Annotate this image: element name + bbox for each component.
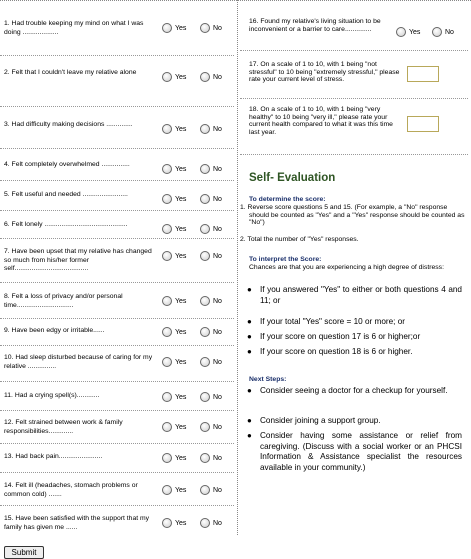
q8-no-radio[interactable] [200,296,210,306]
q10-yes-label: Yes [175,358,187,366]
q1-yes-label: Yes [175,24,187,32]
q5-no-radio[interactable] [200,194,210,204]
q5-no-option[interactable] [200,194,222,204]
q2-yes-option[interactable] [162,72,186,82]
q7-yes-radio[interactable] [162,251,172,261]
q6-yes-option[interactable] [162,224,186,234]
q4-yes-option[interactable] [162,164,186,174]
submit-button[interactable]: Submit [4,546,44,559]
question-9-text: 9. Have been edgy or irritable...... [4,327,105,334]
q1-no-radio[interactable] [200,23,210,33]
q6-yes-radio[interactable] [162,224,172,234]
q13-no-label: No [213,454,222,462]
q10-no-label: No [213,358,222,366]
q2-yes-radio[interactable] [162,72,172,82]
q11-no-radio[interactable] [200,392,210,402]
q13-yes-radio[interactable] [162,453,172,463]
q10-yes-option[interactable] [162,357,186,367]
separator [0,345,234,346]
q4-yes-label: Yes [175,165,187,173]
q2-no-option[interactable] [200,72,222,82]
q1-yes-option[interactable] [162,23,186,33]
q11-yes-option[interactable] [162,392,186,402]
q11-no-label: No [213,393,222,401]
top-divider [0,0,471,1]
q5-yes-option[interactable] [162,194,186,204]
q12-no-radio[interactable] [200,422,210,432]
question-11-text: 11. Had a crying spell(s)............ [4,392,100,399]
separator [0,238,234,239]
q15-yes-label: Yes [175,519,187,527]
question-13-text: 13. Had back pain....................... [4,453,103,460]
next-step-text: Consider having some assistance or relief from caregiving. (Discuss with a social worker or an PHCSI Information & Assistance specialist the resources available in your community.) [260,431,462,472]
bullet-icon: ● [247,347,252,356]
separator [240,98,468,99]
interpret-bullet-text: If your score on question 17 is 6 or higher;or [260,332,421,341]
bullet-icon: ● [247,386,252,395]
interpret-bullet-text: If you answered "Yes" to either or both questions 4 and 11; or [260,285,462,305]
q3-no-option[interactable] [200,124,222,134]
q9-yes-label: Yes [175,328,187,336]
q8-no-label: No [213,297,222,305]
separator [0,106,234,107]
q9-no-radio[interactable] [200,327,210,337]
column-divider [237,0,238,535]
q17-score-input[interactable] [407,66,439,82]
bullet-icon: ● [247,416,252,425]
q15-yes-radio[interactable] [162,518,172,528]
q14-no-option[interactable] [200,485,222,495]
separator [0,472,234,473]
separator [0,410,234,411]
q10-yes-radio[interactable] [162,357,172,367]
q6-yes-label: Yes [175,225,187,233]
q10-no-option[interactable] [200,357,222,367]
q16-no-label: No [445,28,454,36]
q9-no-option[interactable] [200,327,222,337]
q7-yes-option[interactable] [162,251,186,261]
q3-yes-option[interactable] [162,124,186,134]
q5-no-label: No [213,195,222,203]
q5-yes-label: Yes [175,195,187,203]
q9-yes-option[interactable] [162,327,186,337]
q9-no-label: No [213,328,222,336]
question-10-text: 10. Had sleep disturbed because of caring for my relative ............... [4,354,153,370]
interpret-text: Chances are that you are experiencing a high degree of distress: [249,264,444,271]
q6-no-label: No [213,225,222,233]
q2-yes-label: Yes [175,73,187,81]
determine-step-1: 1. Reverse score questions 5 and 15. (For example, a "No" response should be counted as "Yes" and a "Yes" response should be counted as "No") [240,204,465,227]
interpret-score-heading: To interpret the Score: [249,256,322,263]
q7-yes-label: Yes [175,252,187,260]
separator [0,318,234,319]
separator [240,50,468,51]
q6-no-radio[interactable] [200,224,210,234]
separator [0,443,234,444]
separator [0,180,234,181]
next-steps-heading: Next Steps: [249,376,287,383]
q1-no-label: No [213,24,222,32]
q12-no-option[interactable] [200,422,222,432]
question-16-text: 16. Found my relative's living situation to be inconvenient or a barrier to care.............. [249,18,381,33]
q18-score-input[interactable] [407,116,439,132]
q7-no-option[interactable] [200,251,222,261]
separator [0,381,234,382]
bullet-icon: ● [247,285,252,294]
q16-no-option[interactable] [432,27,454,37]
q5-yes-radio[interactable] [162,194,172,204]
question-6-text: 6. Felt lonely ............................................ [4,221,128,228]
q11-no-option[interactable] [200,392,222,402]
determine-step-2: 2. Total the number of "Yes" responses. [240,236,359,243]
question-15-text: 15. Have been satisfied with the support that my family has given me ...... [4,515,150,531]
q16-no-radio[interactable] [432,27,442,37]
q16-yes-option[interactable] [396,27,420,37]
question-17-text: 17. On a scale of 1 to 10, with 1 being "not stressful" to 10 being "extremely stressful," please rate your current level of stress. [249,61,400,84]
question-2-text: 2. Felt that I couldn't leave my relative alone [4,69,137,76]
q12-yes-radio[interactable] [162,422,172,432]
q14-no-radio[interactable] [200,485,210,495]
q7-no-label: No [213,252,222,260]
q12-yes-label: Yes [175,423,187,431]
q16-yes-radio[interactable] [396,27,406,37]
q12-no-label: No [213,423,222,431]
interpret-bullet-text: If your score on question 18 is 6 or higher. [260,347,413,356]
interpret-bullet-text: If your total "Yes" score = 10 or more; or [260,317,405,326]
self-evaluation-title: Self- Evaluation [249,172,336,184]
q14-yes-option[interactable] [162,485,186,495]
separator [0,282,234,283]
q15-no-radio[interactable] [200,518,210,528]
q14-no-label: No [213,486,222,494]
q8-no-option[interactable] [200,296,222,306]
q4-no-option[interactable] [200,164,222,174]
q2-no-radio[interactable] [200,72,210,82]
q13-yes-option[interactable] [162,453,186,463]
q1-yes-radio[interactable] [162,23,172,33]
q4-yes-radio[interactable] [162,164,172,174]
q8-yes-option[interactable] [162,296,186,306]
q13-no-radio[interactable] [200,453,210,463]
question-12-text: 12. Felt strained between work & family responsibilities............. [4,419,123,435]
q14-yes-label: Yes [175,486,187,494]
q10-no-radio[interactable] [200,357,210,367]
q13-no-option[interactable] [200,453,222,463]
bullet-icon: ● [247,332,252,341]
q15-no-option[interactable] [200,518,222,528]
q7-no-radio[interactable] [200,251,210,261]
separator [240,154,468,155]
q14-yes-radio[interactable] [162,485,172,495]
q3-no-label: No [213,125,222,133]
q2-no-label: No [213,73,222,81]
question-4-text: 4. Felt completely overwhelmed ............... [4,161,130,168]
q8-yes-label: Yes [175,297,187,305]
q1-no-option[interactable] [200,23,222,33]
next-step-text: Consider joining a support group. [260,416,381,425]
separator [0,148,234,149]
separator [0,505,234,506]
q16-yes-label: Yes [409,28,421,36]
question-3-text: 3. Had difficulty making decisions .............. [4,121,133,128]
determine-score-heading: To determine the score: [249,196,326,203]
bullet-icon: ● [247,431,252,440]
q3-yes-label: Yes [175,125,187,133]
q12-yes-option[interactable] [162,422,186,432]
q4-no-label: No [213,165,222,173]
separator [0,55,234,56]
q11-yes-radio[interactable] [162,392,172,402]
question-1-text: 1. Had trouble keeping my mind on what I was doing ................... [4,20,144,36]
question-8-text: 8. Felt a loss of privacy and/or personal time.............................. [4,293,123,309]
q9-yes-radio[interactable] [162,327,172,337]
q3-no-radio[interactable] [200,124,210,134]
q8-yes-radio[interactable] [162,296,172,306]
q3-yes-radio[interactable] [162,124,172,134]
bullet-icon: ● [247,317,252,326]
q13-yes-label: Yes [175,454,187,462]
question-5-text: 5. Felt useful and needed ........................ [4,191,128,198]
question-7-text: 7. Have been upset that my relative has changed so much from his/her former self....................................... [4,248,152,273]
q15-no-label: No [213,519,222,527]
q4-no-radio[interactable] [200,164,210,174]
question-18-text: 18. On a scale of 1 to 10, with 1 being "very healthy" to 10 being "very ill," please rate your current health compared to what it was this time last year. [249,106,393,136]
q11-yes-label: Yes [175,393,187,401]
q15-yes-option[interactable] [162,518,186,528]
q6-no-option[interactable] [200,224,222,234]
separator [0,210,234,211]
question-14-text: 14. Felt ill (headaches, stomach problems or common cold) ....... [4,482,138,498]
next-step-text: Consider seeing a doctor for a checkup for yourself. [260,386,448,395]
